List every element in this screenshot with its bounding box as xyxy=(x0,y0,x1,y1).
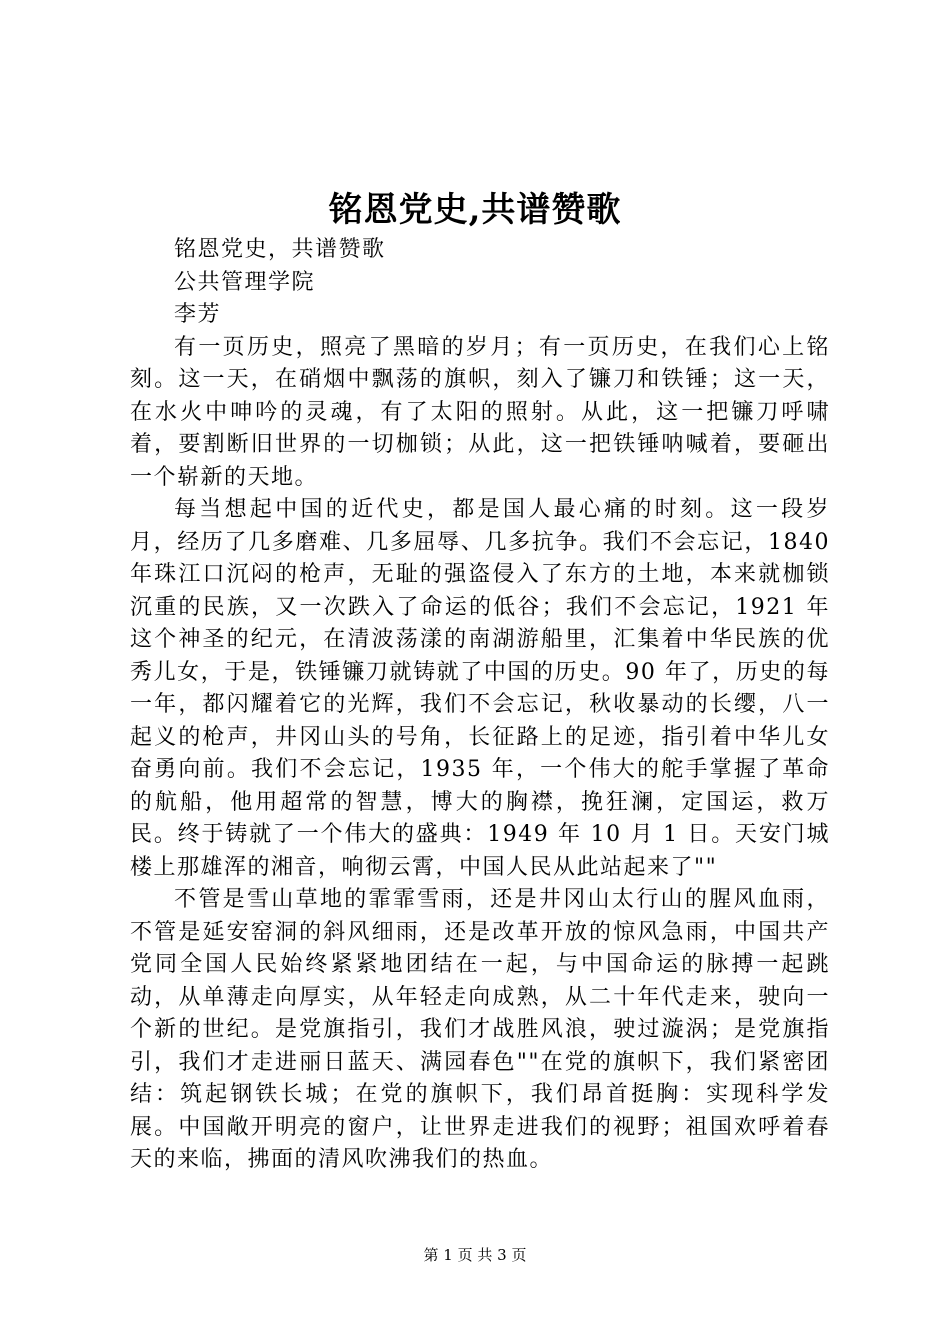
paragraph: 有一页历史，照亮了黑暗的岁月；有一页历史，在我们心上铭刻。这一天，在硝烟中飘荡的旗帜，刻入了镰刀和铁锤；这一天，在水火中呻吟的灵魂，有了太阳的照射。从此，这一把镰刀呼啸着，要割断旧世界的一切枷锁；从此，这一把铁锤呐喊着，要砸出一个崭新的天地。 xyxy=(130,334,830,490)
paragraph: 不管是雪山草地的霏霏雪雨，还是井冈山太行山的腥风血雨，不管是延安窑洞的斜风细雨，还是改革开放的惊风急雨，中国共产党同全国人民始终紧紧地团结在一起，与中国命运的脉搏一起跳动，从单薄走向厚实，从年轻走向成熟，从二十年代走来，驶向一个新的世纪。是党旗指引，我们才战胜风浪，驶过漩涡；是党旗指引，我们才走进丽日蓝天、满园春色""在党的旗帜下，我们紧密团结：筑起钢铁长城；在党的旗帜下，我们昂首挺胸：实现科学发展。中国敞开明亮的窗户，让世界走进我们的视野；祖国欢呼着春天的来临，拂面的清风吹沸我们的热血。 xyxy=(130,887,830,1172)
institution-line: 公共管理学院 xyxy=(174,269,316,295)
document-body xyxy=(130,234,830,1177)
paragraph: 每当想起中国的近代史，都是国人最心痛的时刻。这一段岁月，经历了几多磨难、几多屈辱、几多抗争。我们不会忘记，1840 年珠江口沉闷的枪声，无耻的强盗侵入了东方的土地，本来就枷锁沉重的民族，又一次跌入了命运的低谷；我们不会忘记，1921 年这个神圣的纪元，在清波荡漾的南湖游船里，汇集着中华民族的优秀儿女，于是，铁锤镰刀就铸就了中国的历史。90 年了，历史的每一年，都闪耀着它的光辉，我们不会忘记，秋收暴动的长缨，八一起义的枪声，井冈山头的号角，长征路上的足迹，指引着中华儿女奋勇向前。我们不会忘记，1935 年，一个伟大的舵手掌握了革命的航船，他用超常的智慧，博大的胸襟，挽狂澜，定国运，救万民。终于铸就了一个伟大的盛典：1949 年 10 月 1 日。天安门城楼上那雄浑的湘音，响彻云霄，中国人民从此站起来了"" xyxy=(130,497,830,880)
subtitle-line: 铭恩党史，共谱赞歌 xyxy=(174,237,386,262)
page-footer: 第 1 页 共 3 页 xyxy=(423,1246,527,1264)
document-title: 铭恩党史,共谱赞歌 xyxy=(328,190,622,230)
author-line: 李芳 xyxy=(174,302,222,327)
